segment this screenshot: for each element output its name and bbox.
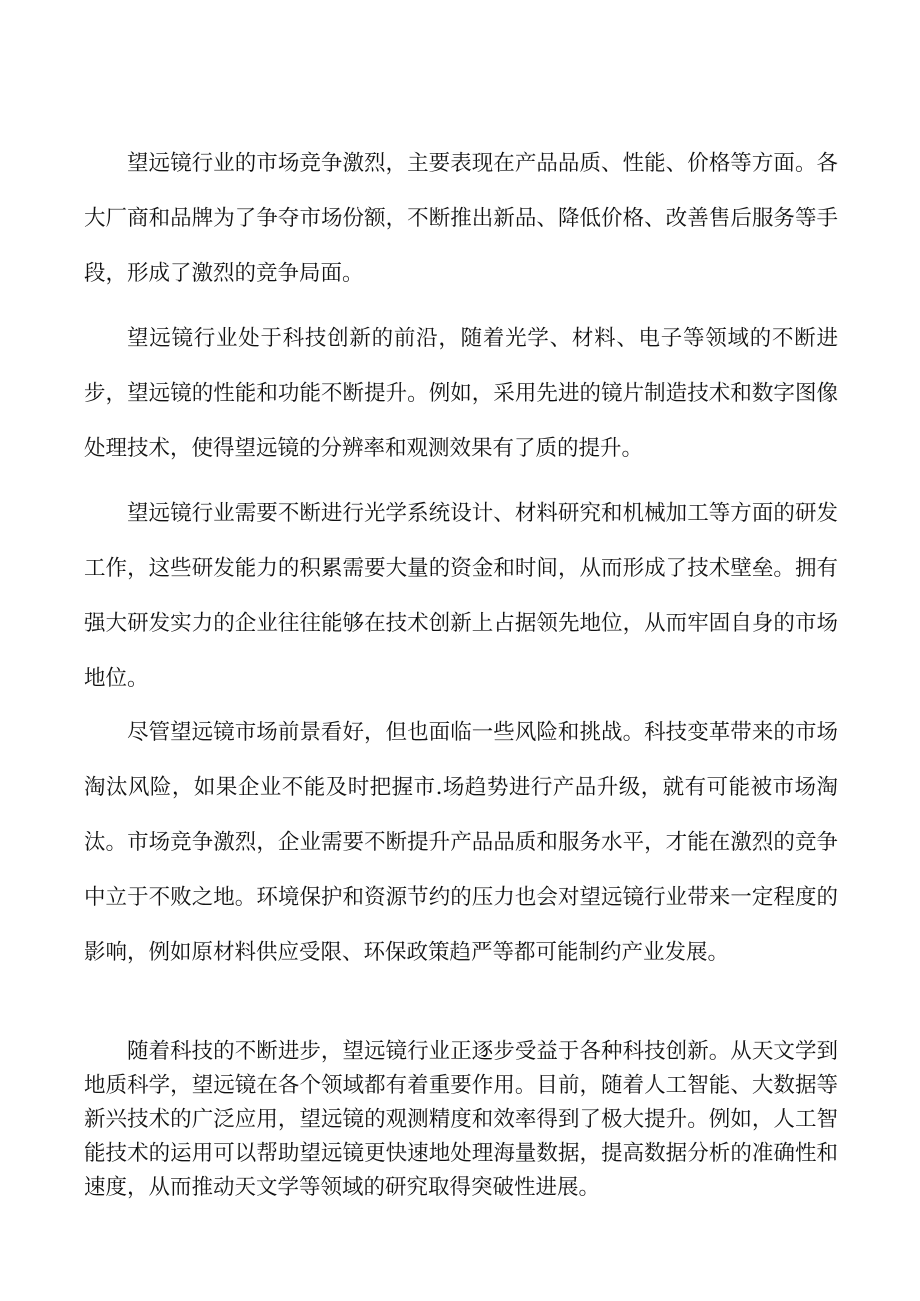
- paragraph-risks-challenges: 尽管望远镜市场前景看好，但也面临一些风险和挑战。科技变革带来的市场淘汰风险，如果企业不能及时把握市.场趋势进行产品升级，就有可能被市场淘汰。市场竞争激烈，企业需要不断提升产品品质和服务水平，才能在激烈的竞争中立于不败之地。环境保护和资源节约的压力也会对望远镜行业带来一定程度的影响，例如原材料供应受限、环保政策趋严等都可能制约产业发展。: [84, 720, 838, 965]
- paragraph-market-competition: 望远镜行业的市场竞争激烈，主要表现在产品品质、性能、价格等方面。各大厂商和品牌为了争夺市场份额，不断推出新品、降低价格、改善售后服务等手段，形成了激烈的竞争局面。: [84, 151, 838, 286]
- paragraph-tech-innovation: 望远镜行业处于科技创新的前沿，随着光学、材料、电子等领域的不断进步，望远镜的性能和功能不断提升。例如，采用先进的镜片制造技术和数字图像处理技术，使得望远镜的分辨率和观测效果有了质的提升。: [84, 326, 838, 461]
- paragraph-technical-barrier: 望远镜行业需要不断进行光学系统设计、材料研究和机械加工等方面的研发工作，这些研发能力的积累需要大量的资金和时间，从而形成了技术壁垒。拥有强大研发实力的企业往往能够在技术创新上占据领先地位，从而牢固自身的市场地位。: [84, 501, 838, 691]
- paragraph-tech-benefits: 随着科技的不断进步，望远镜行业正逐步受益于各种科技创新。从天文学到地质科学，望远镜在各个领域都有着重要作用。目前，随着人工智能、大数据等新兴技术的广泛应用，望远镜的观测精度和效率得到了极大提升。例如，人工智能技术的运用可以帮助望远镜更快速地处理海量数据，提高数据分析的准确性和速度，从而推动天文学等领域的研究取得突破性进展。: [84, 1039, 838, 1200]
